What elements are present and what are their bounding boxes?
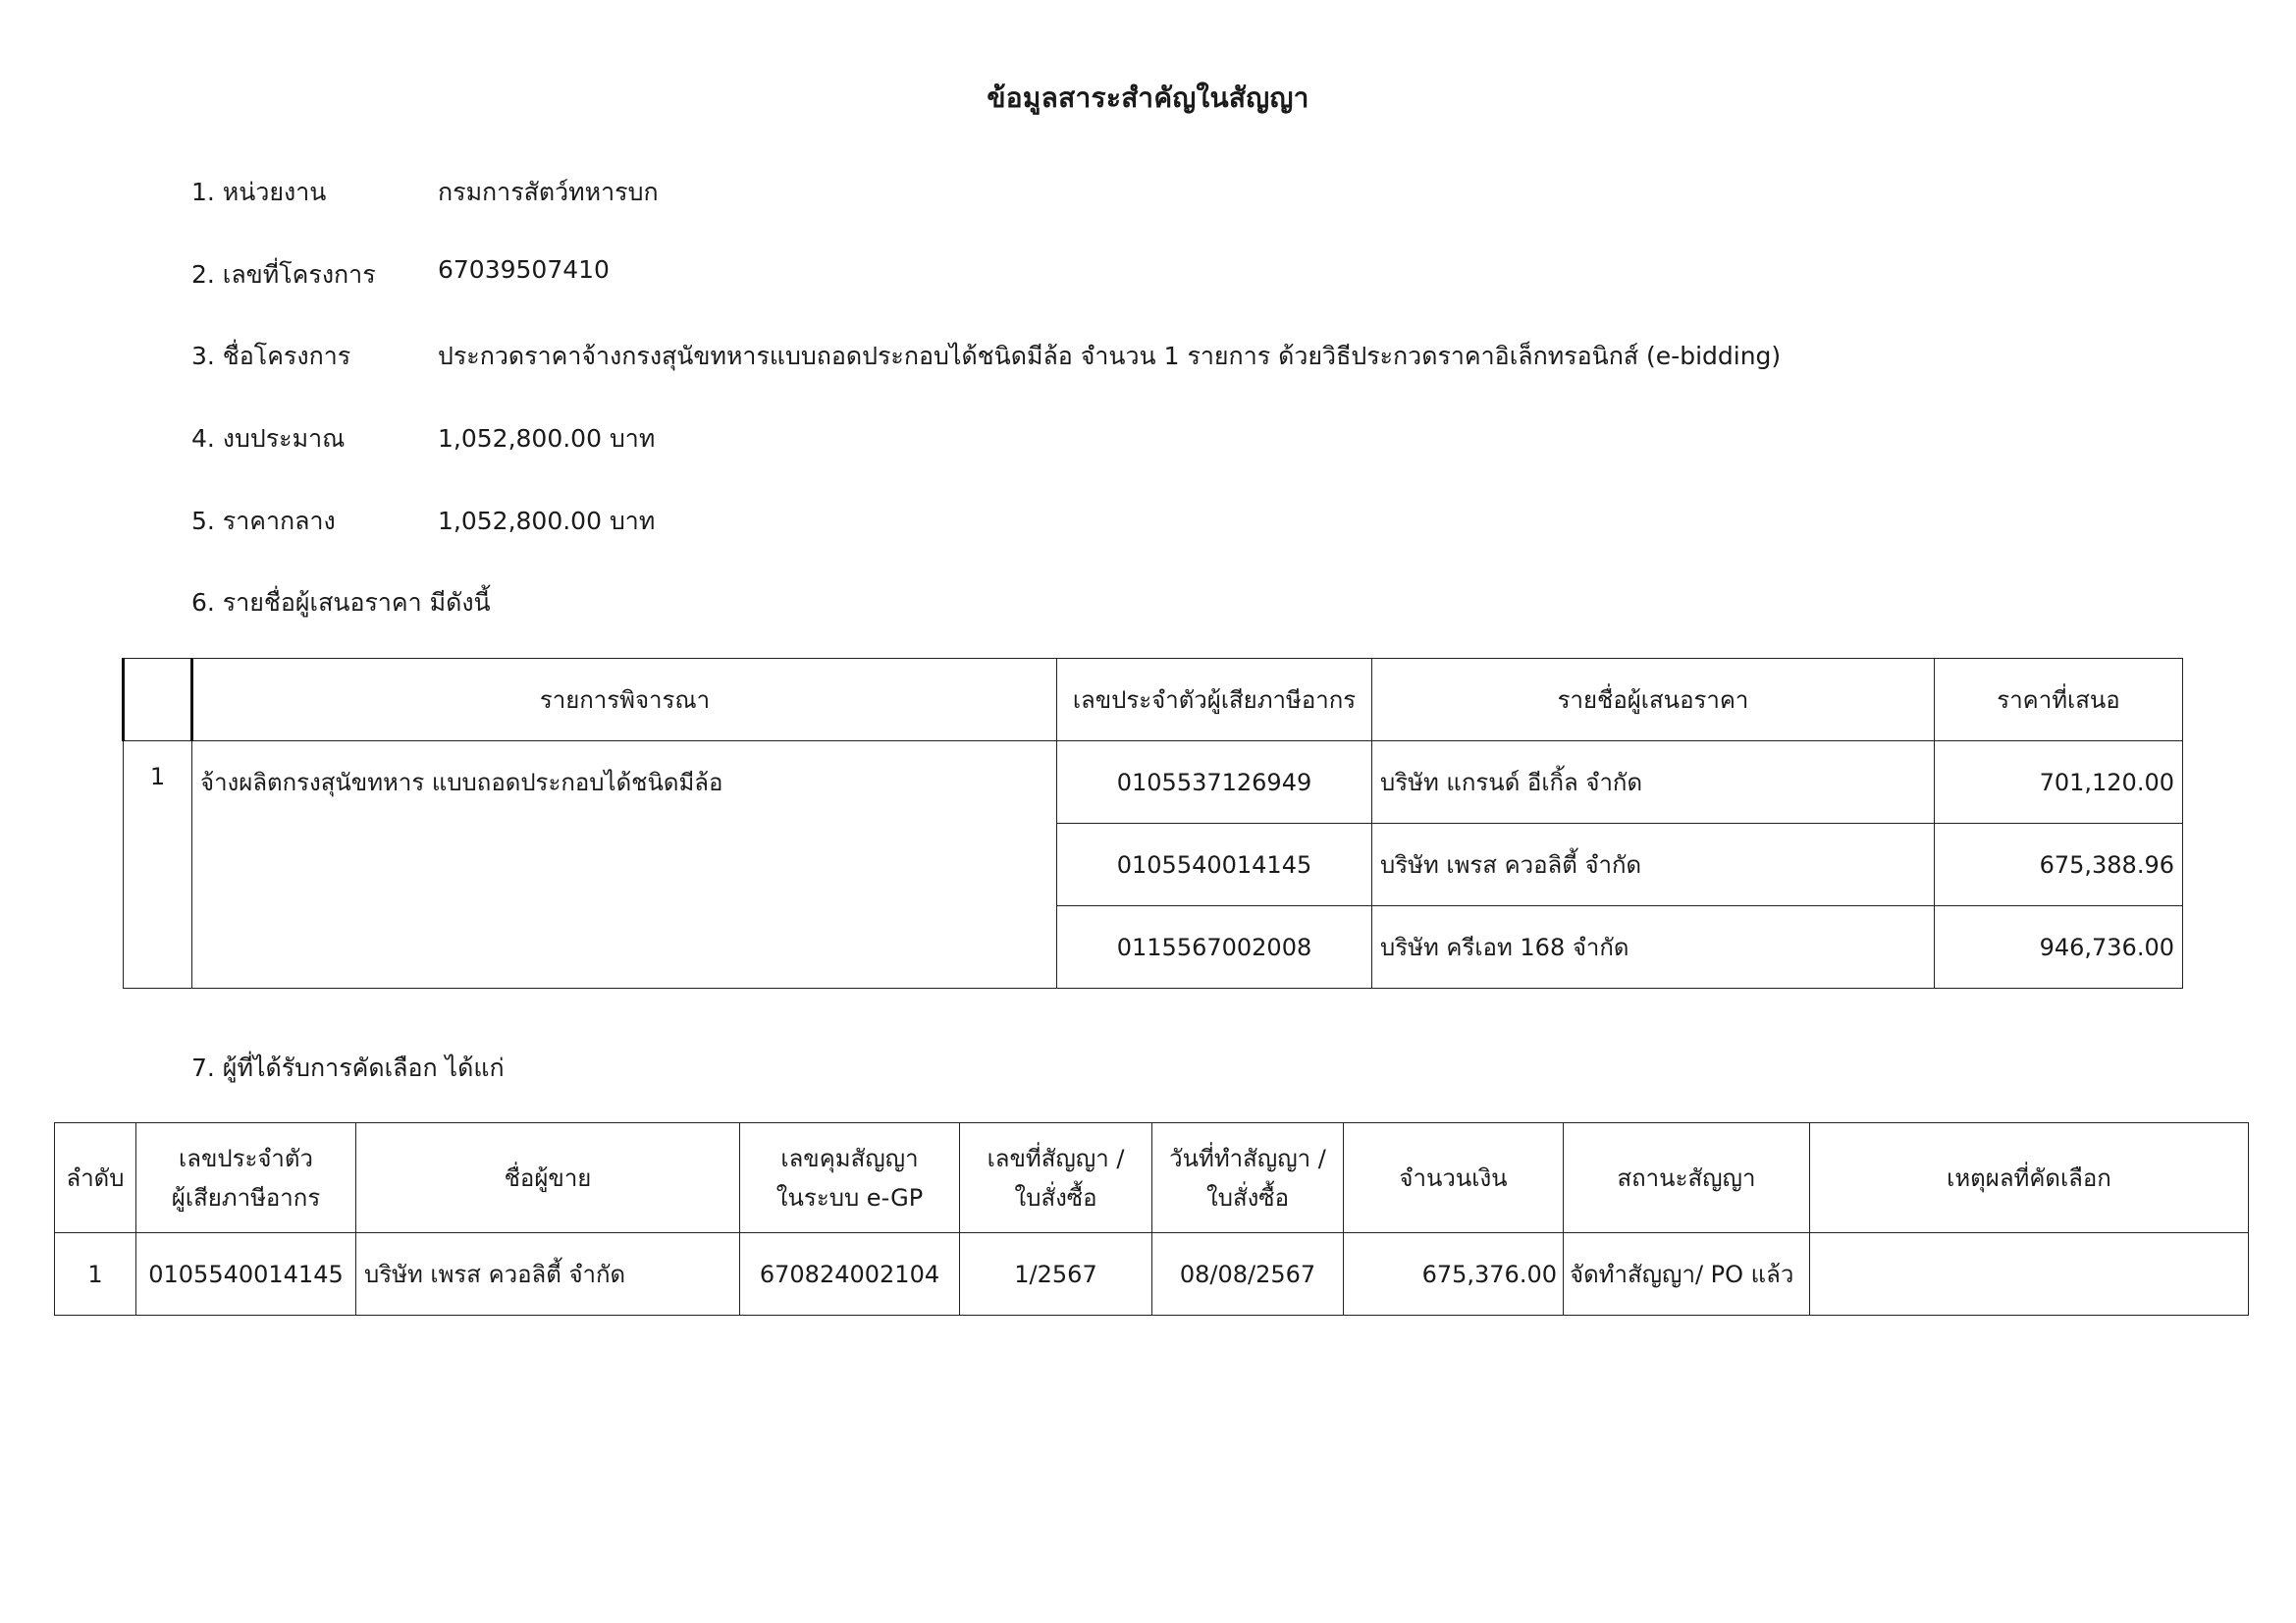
header-line: ในระบบ e-GP xyxy=(775,1183,924,1212)
field-label: 2. เลขที่โครงการ xyxy=(191,260,376,289)
bidders-table-header xyxy=(124,659,2183,741)
field-value: 1,052,800.00 บาท xyxy=(438,507,656,535)
field-label: 4. งบประมาณ xyxy=(191,424,346,453)
column-header xyxy=(960,1123,1152,1233)
winner-contract-number: 1/2567 xyxy=(960,1233,1152,1316)
winner-heading: 7. ผู้ที่ได้รับการคัดเลือก ได้แก่ xyxy=(191,1054,505,1082)
field-value: ประกวดราคาจ้างกรงสุนัขทหารแบบถอดประกอบได้ชนิดมีล้อ จำนวน 1 รายการ ด้วยวิธีประกวดราคาอิเล็กทรอนิกส์ (e-bidding) xyxy=(438,342,1782,370)
column-header xyxy=(124,659,192,741)
header-line: เลขประจำตัว xyxy=(179,1144,313,1172)
bidder-price: 675,388.96 xyxy=(1935,824,2183,906)
header-line: เลขคุมสัญญา xyxy=(780,1144,919,1172)
column-header xyxy=(356,1123,740,1233)
field-value: กรมการสัตว์ทหารบก xyxy=(438,178,659,206)
bidder-price: 701,120.00 xyxy=(1935,741,2183,824)
column-header xyxy=(1564,1123,1810,1233)
item-number: 1 xyxy=(124,741,192,989)
winner-status: จัดทำสัญญา/ PO แล้ว xyxy=(1564,1233,1810,1316)
bidder-name: บริษัท เพรส ควอลิตี้ จำกัด xyxy=(1372,824,1935,906)
item-title: จ้างผลิตกรงสุนัขทหาร แบบถอดประกอบได้ชนิดมีล้อ xyxy=(192,741,1057,989)
bidders-heading: 6. รายชื่อผู้เสนอราคา มีดังนี้ xyxy=(191,588,491,617)
header-line: สถานะสัญญา xyxy=(1617,1163,1756,1192)
winner-reason xyxy=(1810,1233,2249,1316)
column-header: รายชื่อผู้เสนอราคา xyxy=(1372,659,1935,741)
field-label: 1. หน่วยงาน xyxy=(191,178,327,206)
header-line: ใบสั่งซื้อ xyxy=(1014,1183,1097,1212)
column-header: ราคาที่เสนอ xyxy=(1935,659,2183,741)
table-row xyxy=(124,741,2183,824)
column-header xyxy=(740,1123,960,1233)
winner-no: 1 xyxy=(55,1233,136,1316)
header-line: เลขที่สัญญา / xyxy=(987,1144,1125,1172)
header-line: ลำดับ xyxy=(66,1163,125,1192)
winner-vendor: บริษัท เพรส ควอลิตี้ จำกัด xyxy=(356,1233,740,1316)
column-header: รายการพิจารณา xyxy=(192,659,1057,741)
column-header xyxy=(55,1123,136,1233)
column-header xyxy=(1152,1123,1344,1233)
bidder-tax-id: 0105537126949 xyxy=(1057,741,1372,824)
winner-tax-id: 0105540014145 xyxy=(136,1233,356,1316)
column-header xyxy=(136,1123,356,1233)
column-header xyxy=(1344,1123,1564,1233)
winner-table-header xyxy=(55,1123,2249,1233)
header-line: วันที่ทำสัญญา / xyxy=(1169,1144,1326,1172)
header-line: ผู้เสียภาษีอากร xyxy=(171,1183,321,1212)
bidder-name: บริษัท แกรนด์ อีเกิ้ล จำกัด xyxy=(1372,741,1935,824)
table-row xyxy=(55,1233,2249,1316)
column-header: เลขประจำตัวผู้เสียภาษีอากร xyxy=(1057,659,1372,741)
winner-contract-date: 08/08/2567 xyxy=(1152,1233,1344,1316)
header-line: เหตุผลที่คัดเลือก xyxy=(1947,1163,2111,1192)
winner-amount: 675,376.00 xyxy=(1344,1233,1564,1316)
header-line: ชื่อผู้ขาย xyxy=(504,1163,592,1192)
field-value: 1,052,800.00 บาท xyxy=(438,424,656,453)
winner-table xyxy=(54,1122,2249,1316)
field-label: 3. ชื่อโครงการ xyxy=(191,342,351,370)
header-line: จำนวนเงิน xyxy=(1399,1163,1508,1192)
bidders-table xyxy=(122,658,2183,989)
column-header xyxy=(1810,1123,2249,1233)
page-title: ข้อมูลสาระสำคัญในสัญญา xyxy=(987,81,1309,114)
bidder-tax-id: 0105540014145 xyxy=(1057,824,1372,906)
field-label: 5. ราคากลาง xyxy=(191,507,336,535)
header-line: ใบสั่งซื้อ xyxy=(1205,1183,1290,1212)
bidder-name: บริษัท ครีเอท 168 จำกัด xyxy=(1372,906,1935,989)
bidder-price: 946,736.00 xyxy=(1935,906,2183,989)
winner-egp-number: 670824002104 xyxy=(740,1233,960,1316)
field-value: 67039507410 xyxy=(438,255,610,284)
bidder-tax-id: 0115567002008 xyxy=(1057,906,1372,989)
